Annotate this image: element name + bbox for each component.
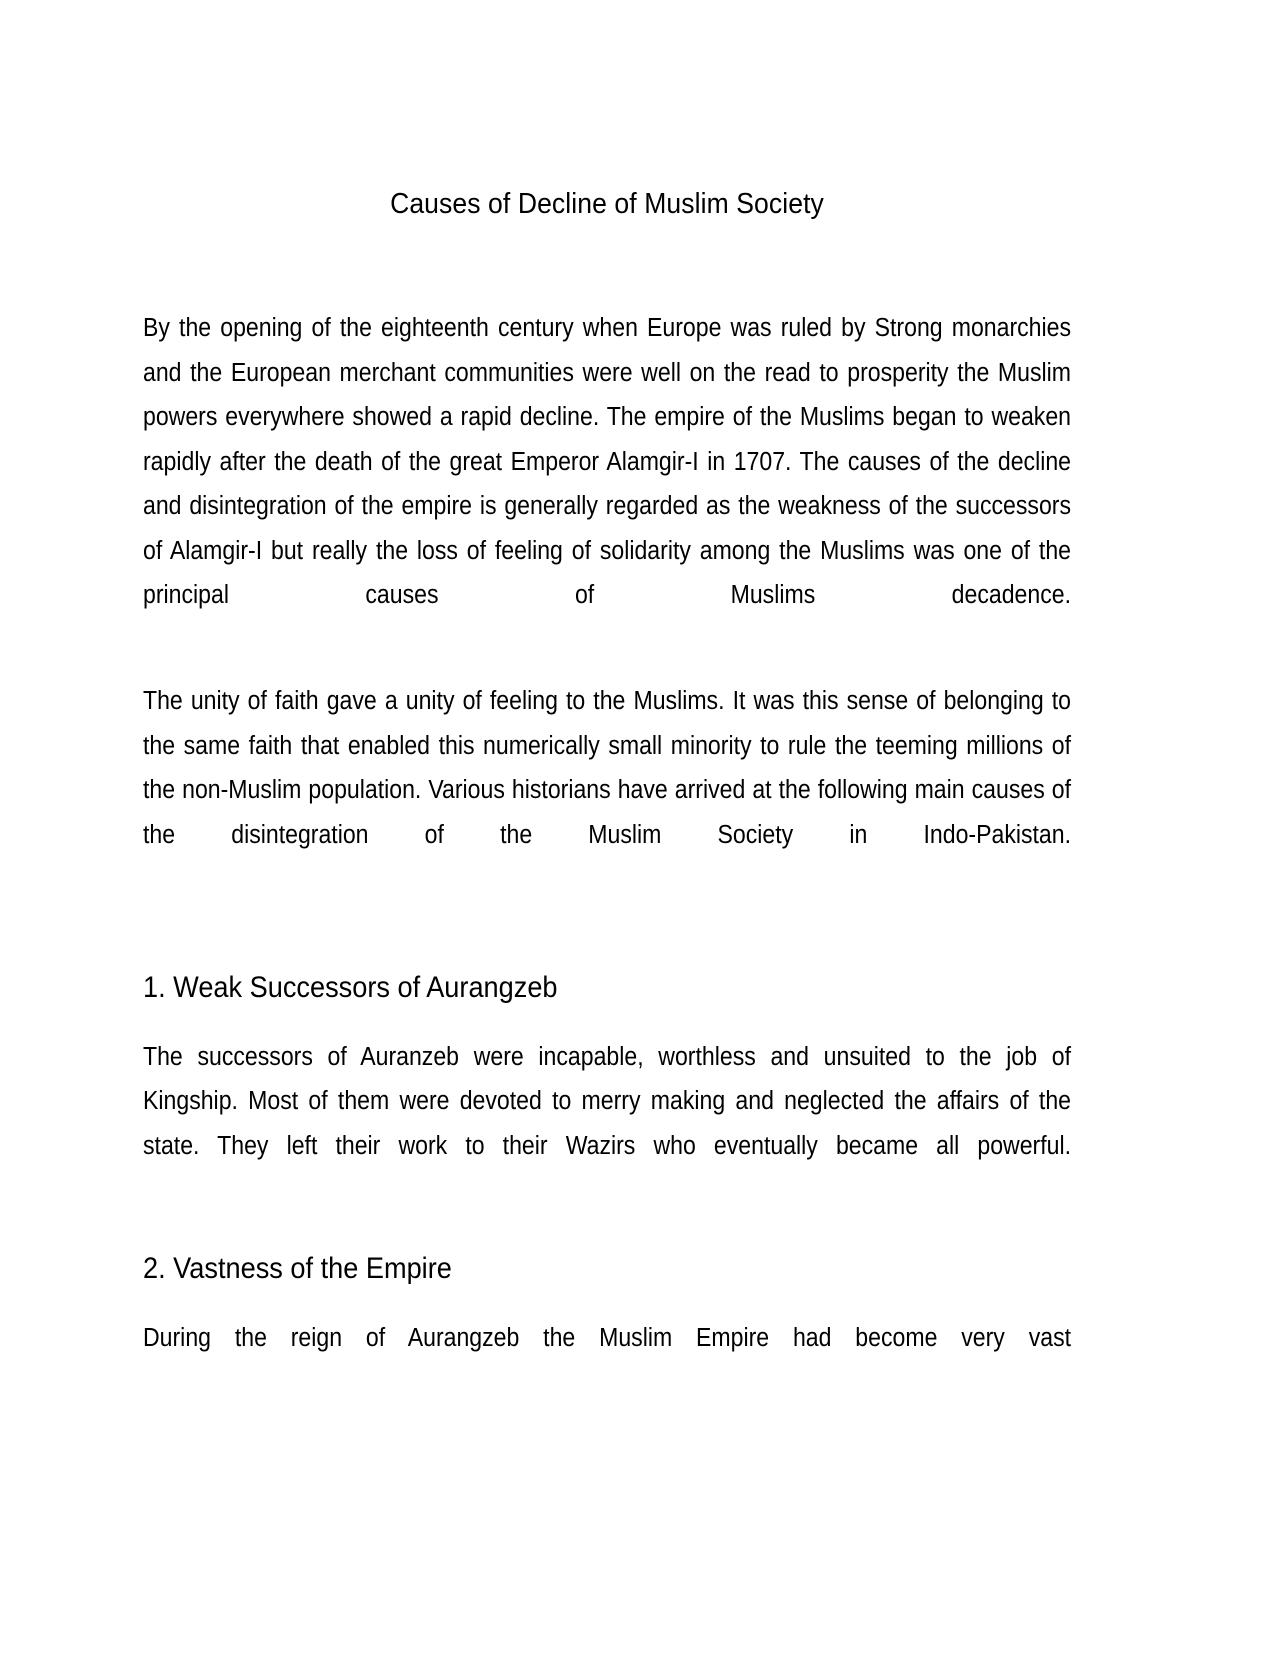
heading-2-spacer: [143, 1289, 1071, 1316]
section-paragraph-2: During the reign of Aurangzeb the Muslim Empire had become very vast: [143, 1323, 1072, 1352]
section-spacer: [143, 902, 1071, 968]
section-heading-1: 1. Weak Successors of Aurangzeb: [143, 970, 558, 1004]
section-paragraph-1: The successors of Auranzeb were incapable, worthless and unsuited to the job of Kingship. Most of them were devoted to merry making and neglected the affairs of the state. They left their work to their Wazirs who eventually became all powerful.: [143, 1042, 1072, 1160]
document-content: [143, 186, 1071, 1405]
page-title: Causes of Decline of Muslim Society: [390, 188, 824, 220]
title-spacer: [143, 222, 1071, 306]
intro-paragraph-2: The unity of faith gave a unity of feeling to the Muslims. It was this sense of belonging to the same faith that enabled this numerically small minority to rule the teeming millions of the non-Muslim population. Various historians have arrived at the following main causes of the disintegration of the Muslim Society in Indo-Pakistan.: [143, 687, 1072, 849]
intro-paragraph-1: By the opening of the eighteenth century when Europe was ruled by Strong monarchies and the European merchant communities were well on the read to prosperity the Muslim powers everywhere showed a rapid decline. The empire of the Muslims began to weaken rapidly after the death of the great Emperor Alamgir-I in 1707. The causes of the decline and disintegration of the empire is generally regarded as the weakness of the successors of Alamgir-I but really the loss of feeling of solidarity among the Muslims was one of the principal causes of Muslims decadence.: [143, 314, 1072, 610]
heading-2-top-spacer: [143, 1213, 1071, 1249]
section-heading-2: 2. Vastness of the Empire: [143, 1251, 452, 1285]
heading-1-spacer: [143, 1008, 1071, 1035]
